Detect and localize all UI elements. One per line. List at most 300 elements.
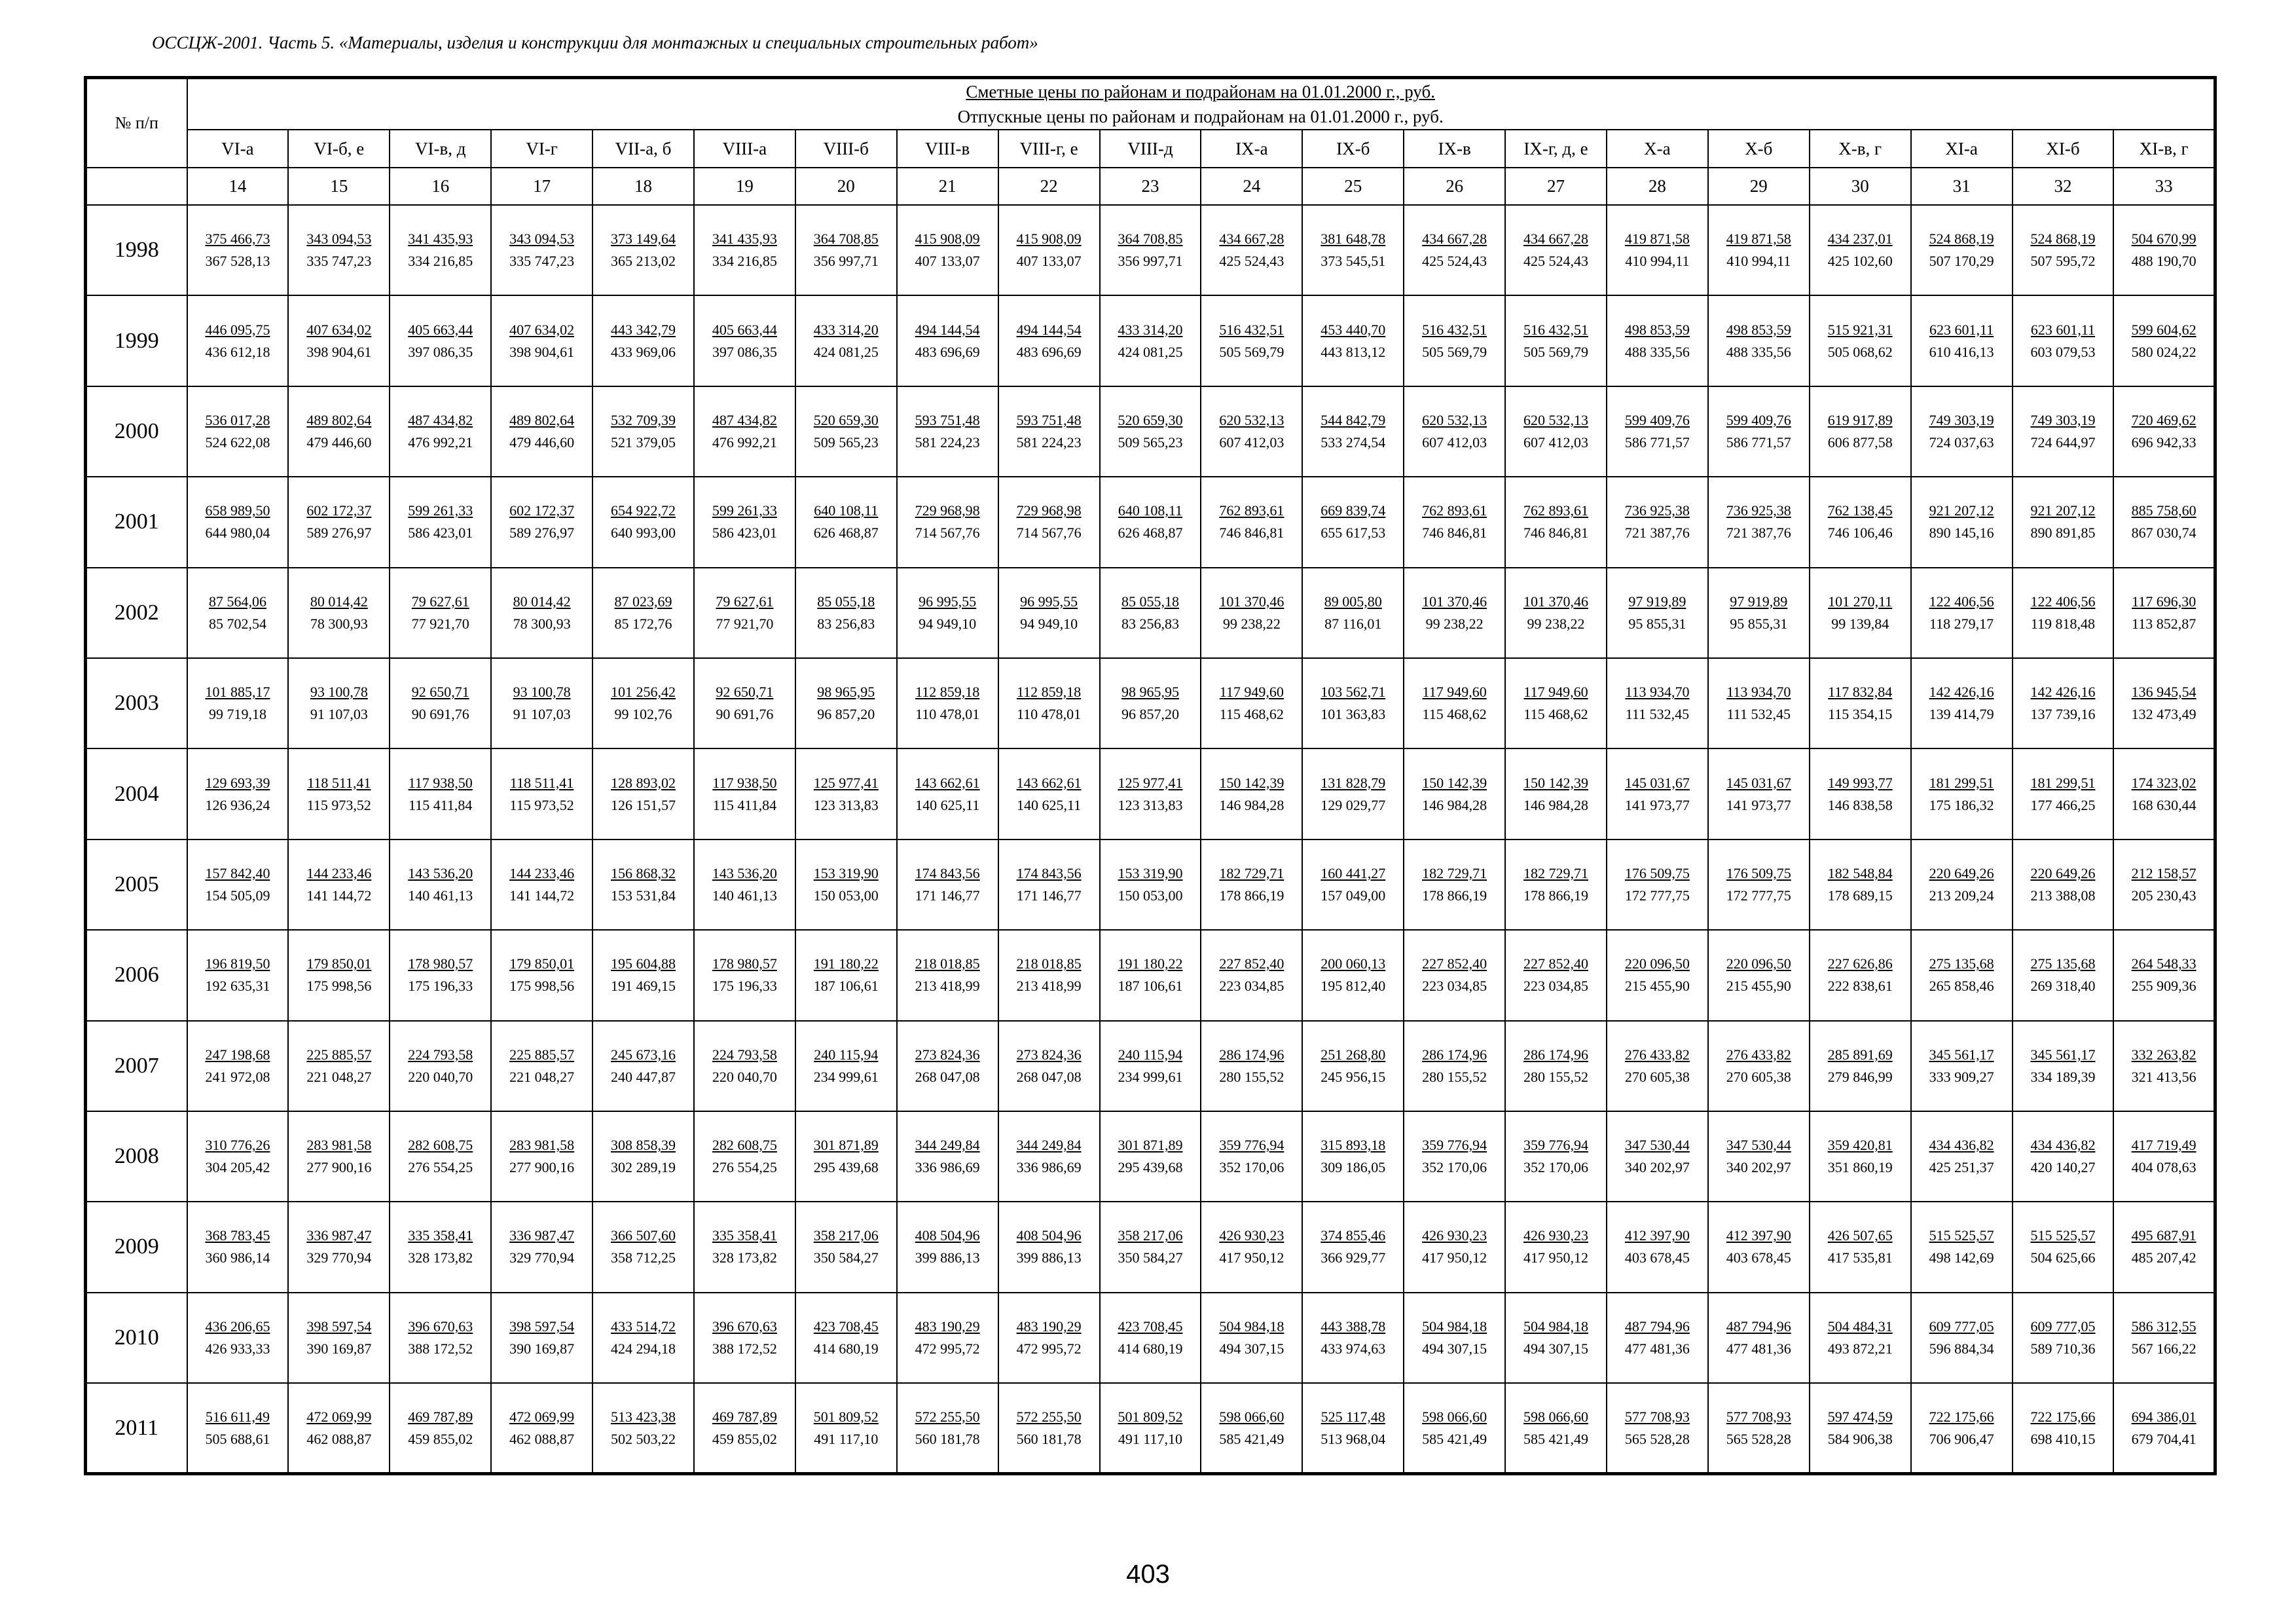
estimated-price: 469 787,89	[712, 1408, 777, 1425]
price-cell	[592, 1383, 694, 1473]
price-cell	[694, 658, 795, 748]
price-cell	[491, 568, 592, 658]
release-price: 99 238,22	[1425, 615, 1484, 632]
price-cell	[1201, 568, 1302, 658]
estimated-price: 536 017,28	[205, 411, 270, 428]
release-price: 123 313,83	[1118, 796, 1183, 813]
estimated-price: 495 687,91	[2131, 1227, 2196, 1244]
price-cell	[1302, 477, 1404, 567]
price-cell	[491, 1202, 592, 1292]
estimated-price: 487 794,96	[1624, 1318, 1690, 1335]
year-cell: 2003	[86, 658, 187, 748]
estimated-price: 501 809,52	[813, 1408, 879, 1425]
release-price: 280 155,52	[1219, 1068, 1285, 1085]
estimated-price: 117 949,60	[1523, 684, 1588, 701]
estimated-price: 200 060,13	[1321, 955, 1386, 972]
table-row	[86, 748, 2215, 839]
estimated-price: 98 965,95	[817, 684, 875, 701]
estimated-price: 149 993,77	[1827, 774, 1893, 791]
release-price: 607 412,03	[1219, 434, 1285, 451]
release-price: 268 047,08	[1016, 1068, 1082, 1085]
price-cell	[491, 205, 592, 295]
estimated-price: 80 014,42	[513, 593, 571, 610]
release-price: 240 447,87	[611, 1068, 676, 1085]
estimated-price: 113 934,70	[1625, 684, 1690, 701]
price-cell	[390, 1383, 491, 1473]
estimated-price: 520 659,30	[813, 411, 879, 428]
table-row	[86, 295, 2215, 386]
price-cell	[1810, 295, 1911, 386]
estimated-price: 729 968,98	[1016, 502, 1082, 519]
release-price: 187 106,61	[813, 978, 879, 995]
price-cell	[897, 205, 998, 295]
release-price: 177 466,25	[2030, 796, 2096, 813]
release-price: 410 994,11	[1726, 253, 1791, 270]
estimated-price: 227 626,86	[1827, 955, 1893, 972]
release-price: 425 524,43	[1219, 253, 1285, 270]
estimated-price: 598 066,60	[1219, 1408, 1285, 1425]
estimated-price: 345 561,17	[2030, 1046, 2096, 1063]
release-price: 175 196,33	[712, 978, 777, 995]
price-cell	[2013, 1021, 2114, 1111]
column-number-row	[86, 168, 2215, 205]
estimated-price: 504 484,31	[1827, 1318, 1893, 1335]
price-cell	[1302, 386, 1404, 477]
estimated-price: 240 115,94	[814, 1046, 879, 1063]
column-number: 19	[694, 168, 795, 205]
price-cell	[1404, 477, 1505, 567]
price-cell	[795, 568, 897, 658]
price-cell	[1911, 386, 2013, 477]
release-price: 502 503,22	[611, 1430, 676, 1447]
district-header: VI-г	[491, 130, 592, 168]
release-price: 356 997,71	[1118, 253, 1183, 270]
price-cell	[1810, 748, 1911, 839]
release-price: 504 625,66	[2030, 1249, 2096, 1266]
price-cell	[1911, 748, 2013, 839]
price-cell	[1201, 930, 1302, 1020]
price-cell	[1810, 930, 1911, 1020]
estimated-price: 368 783,45	[205, 1227, 270, 1244]
price-cell	[1100, 295, 1201, 386]
price-cell	[1607, 658, 1708, 748]
district-header: IX-г, д, е	[1505, 130, 1607, 168]
estimated-price: 762 893,61	[1523, 502, 1589, 519]
price-cell	[390, 658, 491, 748]
release-price: 350 584,27	[813, 1249, 879, 1266]
release-price: 505 688,61	[205, 1430, 270, 1447]
price-cell	[1911, 1202, 2013, 1292]
price-cell	[897, 477, 998, 567]
release-price: 77 921,70	[411, 615, 469, 632]
price-cell	[1911, 1293, 2013, 1383]
estimated-price: 176 509,75	[1726, 864, 1791, 881]
price-cell	[1810, 1293, 1911, 1383]
release-price: 87 116,01	[1324, 615, 1382, 632]
price-table	[84, 76, 2217, 1475]
release-price: 340 202,97	[1624, 1159, 1690, 1176]
price-cell	[998, 1202, 1100, 1292]
column-number: 23	[1100, 168, 1201, 205]
estimated-price: 195 604,88	[611, 955, 676, 972]
estimated-price: 145 031,67	[1624, 774, 1690, 791]
price-cell	[1100, 1111, 1201, 1202]
estimated-price: 487 434,82	[408, 411, 473, 428]
release-price: 110 478,01	[1016, 706, 1082, 723]
release-price: 407 133,07	[915, 253, 980, 270]
release-price: 205 230,43	[2131, 887, 2196, 904]
estimated-price: 160 441,27	[1321, 864, 1386, 881]
estimated-price: 117 832,84	[1828, 684, 1893, 701]
release-price: 245 956,15	[1321, 1068, 1386, 1085]
price-cell	[390, 568, 491, 658]
release-price: 589 276,97	[306, 525, 372, 542]
price-cell	[1708, 205, 1810, 295]
price-cell	[1100, 568, 1201, 658]
price-cell	[1708, 658, 1810, 748]
release-price: 567 166,22	[2131, 1340, 2196, 1357]
release-price: 277 900,16	[509, 1159, 575, 1176]
price-cell	[1505, 1293, 1607, 1383]
release-price: 129 029,77	[1321, 796, 1386, 813]
estimated-price: 112 859,18	[1016, 684, 1082, 701]
price-cell	[2113, 1383, 2215, 1473]
estimated-price: 620 532,13	[1523, 411, 1589, 428]
release-price: 477 481,36	[1624, 1340, 1690, 1357]
price-cell	[1302, 930, 1404, 1020]
estimated-price: 335 358,41	[408, 1227, 473, 1244]
release-price: 213 209,24	[1929, 887, 1994, 904]
estimated-price: 515 525,57	[1929, 1227, 1994, 1244]
estimated-price: 364 708,85	[1118, 231, 1183, 248]
release-price: 585 421,49	[1422, 1430, 1487, 1447]
district-header: VI-в, д	[390, 130, 491, 168]
estimated-price: 181 299,51	[1929, 774, 1994, 791]
release-price: 269 318,40	[2030, 978, 2096, 995]
release-price: 277 900,16	[306, 1159, 372, 1176]
price-cell	[1708, 386, 1810, 477]
district-header: VII-а, б	[592, 130, 694, 168]
estimated-price: 220 649,26	[2030, 864, 2096, 881]
estimated-price: 142 426,16	[1929, 684, 1994, 701]
estimated-price: 224 793,58	[408, 1046, 473, 1063]
estimated-price: 593 751,48	[1016, 411, 1082, 428]
price-cell	[694, 1111, 795, 1202]
year-cell: 2007	[86, 1021, 187, 1111]
release-price: 178 866,19	[1422, 887, 1487, 904]
price-cell	[1404, 748, 1505, 839]
price-cell	[1404, 1293, 1505, 1383]
price-cell	[1708, 295, 1810, 386]
estimated-price: 143 536,20	[408, 864, 473, 881]
price-cell	[2013, 1111, 2114, 1202]
price-cell	[694, 386, 795, 477]
table-row	[86, 477, 2215, 567]
price-cell	[187, 205, 289, 295]
price-cell	[187, 477, 289, 567]
estimated-price: 736 925,38	[1726, 502, 1791, 519]
estimated-price: 426 930,23	[1219, 1227, 1285, 1244]
estimated-price: 577 708,93	[1624, 1408, 1690, 1425]
estimated-price: 599 409,76	[1726, 411, 1791, 428]
release-price: 336 986,69	[915, 1159, 980, 1176]
price-cell	[1911, 1021, 2013, 1111]
estimated-price: 283 981,58	[306, 1137, 372, 1154]
estimated-price: 515 525,57	[2030, 1227, 2096, 1244]
release-price: 295 439,68	[813, 1159, 879, 1176]
release-price: 96 857,20	[1121, 706, 1179, 723]
estimated-price: 150 142,39	[1422, 774, 1487, 791]
release-price: 560 181,78	[1016, 1430, 1082, 1447]
release-price: 483 696,69	[915, 343, 980, 360]
release-price: 746 846,81	[1523, 525, 1589, 542]
release-price: 221 048,27	[306, 1068, 372, 1085]
price-cell	[1810, 1202, 1911, 1292]
table-row	[86, 386, 2215, 477]
document-header: ОССЦЖ-2001. Часть 5. «Материалы, изделия и конструкции для монтажных и специальных строительных работ»	[152, 33, 1038, 52]
price-cell	[998, 1021, 1100, 1111]
release-price: 403 678,45	[1624, 1249, 1690, 1266]
release-price: 255 909,36	[2131, 978, 2196, 995]
estimated-price: 501 809,52	[1118, 1408, 1183, 1425]
price-cell	[1404, 1202, 1505, 1292]
release-price: 146 838,58	[1827, 796, 1893, 813]
price-cell	[998, 1383, 1100, 1473]
price-cell	[2113, 840, 2215, 930]
release-price: 505 569,79	[1219, 343, 1285, 360]
estimated-price: 344 249,84	[915, 1137, 980, 1154]
release-price: 140 625,11	[1016, 796, 1082, 813]
release-price: 141 973,77	[1726, 796, 1791, 813]
estimated-price: 150 142,39	[1523, 774, 1589, 791]
price-cell	[592, 840, 694, 930]
estimated-price: 433 314,20	[1118, 321, 1183, 338]
estimated-price: 593 751,48	[915, 411, 980, 428]
price-cell	[1810, 568, 1911, 658]
release-price: 157 049,00	[1321, 887, 1386, 904]
release-price: 99 238,22	[1222, 615, 1281, 632]
release-price: 724 037,63	[1929, 434, 1994, 451]
district-header: XI-в, г	[2113, 130, 2215, 168]
column-number: 32	[2013, 168, 2114, 205]
release-price: 141 144,72	[306, 887, 372, 904]
release-price: 270 605,38	[1726, 1068, 1791, 1085]
price-cell	[1607, 840, 1708, 930]
estimated-price: 143 662,61	[915, 774, 980, 791]
price-cell	[2113, 295, 2215, 386]
estimated-price: 286 174,96	[1422, 1046, 1487, 1063]
price-cell	[1404, 295, 1505, 386]
price-cell	[2113, 1202, 2215, 1292]
estimated-price: 434 436,82	[1929, 1137, 1994, 1154]
release-price: 397 086,35	[408, 343, 473, 360]
release-price: 626 468,87	[1118, 525, 1183, 542]
release-price: 175 186,32	[1929, 796, 1994, 813]
price-cell	[288, 1111, 390, 1202]
price-cell	[1404, 1021, 1505, 1111]
price-cell	[795, 840, 897, 930]
price-cell	[1201, 1383, 1302, 1473]
price-cell	[795, 386, 897, 477]
estimated-price: 524 868,19	[2030, 231, 2096, 248]
price-cell	[2113, 386, 2215, 477]
year-cell: 2001	[86, 477, 187, 567]
release-price: 398 904,61	[306, 343, 372, 360]
estimated-price: 273 824,36	[915, 1046, 980, 1063]
release-price: 140 461,13	[712, 887, 777, 904]
release-price: 417 950,12	[1219, 1249, 1285, 1266]
price-cell	[1810, 658, 1911, 748]
release-price: 187 106,61	[1118, 978, 1183, 995]
price-cell	[1708, 930, 1810, 1020]
release-price: 168 630,44	[2131, 796, 2196, 813]
release-price: 626 468,87	[813, 525, 879, 542]
release-price: 644 980,04	[205, 525, 270, 542]
release-price: 640 993,00	[611, 525, 676, 542]
estimated-price: 150 142,39	[1219, 774, 1285, 791]
price-cell	[491, 477, 592, 567]
estimated-price: 182 729,71	[1523, 864, 1589, 881]
estimated-price: 504 984,18	[1422, 1318, 1487, 1335]
release-price: 171 146,77	[915, 887, 980, 904]
estimated-price: 426 507,65	[1827, 1227, 1893, 1244]
release-price: 94 949,10	[919, 615, 977, 632]
estimated-price: 577 708,93	[1726, 1408, 1791, 1425]
release-price: 366 929,77	[1321, 1249, 1386, 1266]
year-cell: 2006	[86, 930, 187, 1020]
price-cell	[187, 1202, 289, 1292]
release-price: 85 702,54	[208, 615, 266, 632]
estimated-price: 276 433,82	[1624, 1046, 1690, 1063]
column-number: 17	[491, 168, 592, 205]
price-cell	[897, 1293, 998, 1383]
estimated-price: 694 386,01	[2131, 1408, 2196, 1425]
release-price: 404 078,63	[2131, 1159, 2196, 1176]
year-cell: 2008	[86, 1111, 187, 1202]
release-price: 388 172,52	[712, 1340, 777, 1357]
price-cell	[1505, 658, 1607, 748]
district-header: IX-а	[1201, 130, 1302, 168]
estimated-price: 426 930,23	[1523, 1227, 1589, 1244]
release-price: 721 387,76	[1726, 525, 1791, 542]
price-cell	[1708, 1383, 1810, 1473]
price-cell	[1607, 295, 1708, 386]
release-price: 175 196,33	[408, 978, 473, 995]
release-price: 417 535,81	[1827, 1249, 1893, 1266]
release-price: 99 139,84	[1831, 615, 1889, 632]
estimated-price: 341 435,93	[408, 231, 473, 248]
release-price: 580 024,22	[2131, 343, 2196, 360]
price-cell	[897, 295, 998, 386]
release-price: 175 998,56	[509, 978, 575, 995]
release-price: 459 855,02	[408, 1430, 473, 1447]
price-cell	[2013, 840, 2114, 930]
release-price: 115 354,15	[1828, 706, 1893, 723]
year-cell: 2005	[86, 840, 187, 930]
estimated-price: 347 530,44	[1726, 1137, 1791, 1154]
price-cell	[694, 568, 795, 658]
estimated-price: 129 693,39	[205, 774, 270, 791]
estimated-price: 469 787,89	[408, 1408, 473, 1425]
release-price: 295 439,68	[1118, 1159, 1183, 1176]
release-price: 714 567,76	[915, 525, 980, 542]
district-header: X-а	[1607, 130, 1708, 168]
estimated-price: 347 530,44	[1624, 1137, 1690, 1154]
price-cell	[1100, 840, 1201, 930]
release-price: 476 992,21	[712, 434, 777, 451]
estimated-price: 472 069,99	[509, 1408, 575, 1425]
estimated-price: 620 532,13	[1422, 411, 1487, 428]
estimated-price: 720 469,62	[2131, 411, 2196, 428]
release-price: 509 565,23	[813, 434, 879, 451]
price-cell	[288, 1383, 390, 1473]
price-cell	[2013, 748, 2114, 839]
price-cell	[897, 840, 998, 930]
release-price: 304 205,42	[205, 1159, 270, 1176]
release-price: 223 034,85	[1523, 978, 1589, 995]
price-cell	[998, 840, 1100, 930]
release-price: 171 146,77	[1016, 887, 1082, 904]
release-price: 417 950,12	[1422, 1249, 1487, 1266]
estimated-price: 398 597,54	[509, 1318, 575, 1335]
price-cell	[1201, 748, 1302, 839]
release-price: 222 838,61	[1827, 978, 1893, 995]
release-price: 223 034,85	[1422, 978, 1487, 995]
release-price: 476 992,21	[408, 434, 473, 451]
price-cell	[1607, 205, 1708, 295]
price-cell	[1607, 477, 1708, 567]
release-price: 153 531,84	[611, 887, 676, 904]
estimated-price: 118 511,41	[509, 774, 574, 791]
year-cell: 2000	[86, 386, 187, 477]
release-price: 505 068,62	[1827, 343, 1893, 360]
table-row	[86, 568, 2215, 658]
column-number: 28	[1607, 168, 1708, 205]
estimated-price: 118 511,41	[307, 774, 371, 791]
estimated-price: 101 270,11	[1828, 593, 1893, 610]
price-cell	[1505, 1202, 1607, 1292]
year-cell: 1998	[86, 205, 187, 295]
release-price: 425 251,37	[1929, 1159, 1994, 1176]
estimated-price: 366 507,60	[611, 1227, 676, 1244]
price-cell	[491, 748, 592, 839]
estimated-price: 619 917,89	[1827, 411, 1893, 428]
release-price: 565 528,28	[1726, 1430, 1791, 1447]
release-price: 192 635,31	[205, 978, 270, 995]
estimated-price: 117 949,60	[1422, 684, 1487, 701]
price-cell	[1911, 477, 2013, 567]
estimated-price: 80 014,42	[310, 593, 368, 610]
estimated-price: 374 855,46	[1321, 1227, 1386, 1244]
price-cell	[694, 748, 795, 839]
price-cell	[288, 295, 390, 386]
price-cell	[1911, 295, 2013, 386]
price-cell	[491, 1021, 592, 1111]
price-cell	[2113, 568, 2215, 658]
release-price: 115 411,84	[409, 796, 473, 813]
price-cell	[288, 658, 390, 748]
price-cell	[1302, 1021, 1404, 1111]
estimated-price: 227 852,40	[1219, 955, 1285, 972]
estimated-price: 602 172,37	[306, 502, 372, 519]
estimated-price: 434 667,28	[1422, 231, 1487, 248]
column-number: 30	[1810, 168, 1911, 205]
estimated-price: 586 312,55	[2131, 1318, 2196, 1335]
price-cell	[390, 477, 491, 567]
price-cell	[1404, 1111, 1505, 1202]
release-price: 146 984,28	[1422, 796, 1487, 813]
release-price: 126 936,24	[205, 796, 270, 813]
